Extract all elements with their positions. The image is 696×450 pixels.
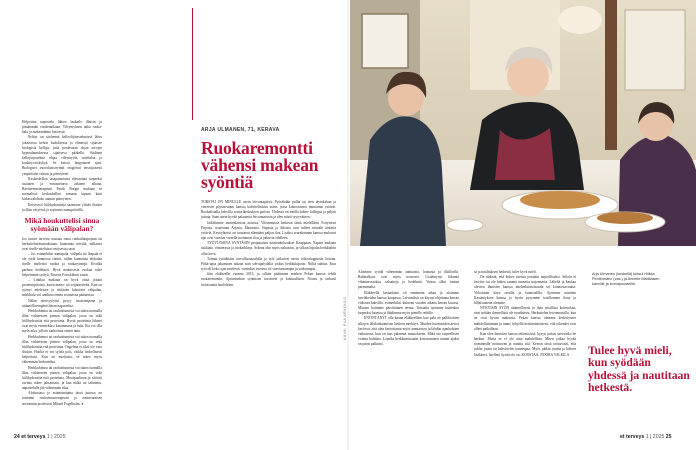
article-paragraph: Jatkelimme monenlaisista aiosista. Vileimmissä hetkissä tämä mielellään. Erityisesti Pirjosta, sisaristani Arjasta, Maaarista, Sirpasta ja Juhasta ovat tulleet minulle tärkeitä ystäviä. Keyoyhteisö on tuottanut elämääni paljon iloa. Lisäksi seurakunnan kanssa mukavat ajat ovat vuosien varrella tuottaneet iloa ja jatkuvat edelleen. xyxy=(201,220,336,241)
left-article-column xyxy=(201,200,336,288)
article-paragraph: sä ja naulituksen hetkestä, tulee hyvä mieli. xyxy=(474,270,537,274)
article-paragraph: Jäin eläkkeelle vuonna 2013, ja silloin päätimme miehen Pekan kanssa tehdä ruokaremontin. Ajoimmehan syömisen tavoitteet ja kohtuullisen. Nousu ja tarkasti tietoisuutta huolehtien. xyxy=(201,272,336,287)
body-paragraph: Herkkuhimoa tai rauhoittumista voi tukea tuomalla illan viihteeseen pienen välipalan, jossa on sekä hiilihydraattia että proteiinia. Ongelma ei siksi ole vain iltaisin. Huolta ei voi syödä pois, vaikka hetkellisesti helpottaisi. Kun on mieluista, se tekee myös vähemmän herkuttelua. xyxy=(22,334,102,365)
right-column-1 xyxy=(358,270,459,347)
right-column-2 xyxy=(474,270,576,358)
article-accent-line xyxy=(192,8,193,120)
intro-paragraph: Keskuskellon tasapainotusta edesauttaa tarpeeksi tasainen ja ennustettava arkinen aikana. Ravitsemusterapeutti Patrik Borgin mukaan se normalisoi keskuskellon samaan tapaan kuin kirkasvalohoito aamun pimeyteen. xyxy=(22,176,102,202)
article-photo xyxy=(350,0,696,246)
body-paragraph: Herkkuhimoa tai rauhoittumista voi tukea tuomalla illan viihteeseen pienen välipalan, jossa on sekä hiilihydraattia että proteiinia. Monipuolinen ja riittävä ravinto tukee jaksamista, ja kun nälkä on taltutettu, napostelulle jää vähemmän tilaa. xyxy=(22,365,102,391)
article-paragraph: ENTINTÄNYT olla kauan eläkkeelläni kun pala on palkkioitten siltojen lähikohtaamisen hetkien merkitys. Muiden huomioiden arviot kertovat, että olen kertoittanut myös aamiaisien ja lähdön ajankohtien vaihtuessa, kun on taas palannut muutokseen. Mikä tuo tarpeellisen voimia kohdata. Lopulta herkkuminuutin kotiutuminen tunnin ajaksi on paras palkinto. xyxy=(358,316,459,347)
article-paragraph: Kun olen ihmisten kanssa tekemisissä, kysyn joskus saisivatko he herkun. Mutta se ei ole aina mahdollista. Miten jatkaa hyvää toiminnalle maistuvan ja nauttia sitä. Kerron tässä toistuvasti, että juhlin jotain tai kahvittelen kauempaa. Myös juhlan juoma ja kahvin lisäkkeet. Itselleni hyvää olo on: KOOSTAA: NOORA VALKILA xyxy=(474,331,576,357)
body-paragraph: Herkkuhimoa tai rauhoittumista voi tukea tuomalla illan viihteeseen pienen välipalan, jossa on sekä hiilihydraattia että proteiinia. Hyvät proteiinia lähteet ovat myös esimerkiksi kananmuna ja kala. Ilta voi olla myös aika, jolloin rauhoittua ennen unta. xyxy=(22,308,102,334)
body-paragraph: – Linkkui makuun on hyvä ottaa joitain proteiinipitoista, kuten maito- tai soijatuotteita. Kun on syönyt mieleisen ja riittävän kokoisen välipalan, mielihalu voi unohtua ennen seuraavaa pääateriaa. xyxy=(22,277,102,298)
article-paragraph: Toimin työtähtäisi tarvallisuussalalla ja työt jatkuivat usein viikonloppuisin kotona. Piikä-upsa jakamisen aikaan sain sohvapöydältä joskus herkkukipoon. Niiltä säästin. Kun työt oli koko ajan mielessä, varsinkin vuosina oli stressaavampia ja vaikeampia. xyxy=(201,256,336,272)
left-folio xyxy=(14,434,66,440)
body-paragraph: Aloitustaso ja asiantuntijana tässä jutussa on toiminut ravitsemusterapeutti ja aistinvaraisen arvioinnin professori Mikael Fogelholm. ● xyxy=(22,391,102,406)
article-paragraph: TYÖVUOSINA SYNTÄSIN perjantaisin naistenkokoukset Kauppaan. Napsin mukaan suklaata, viinaerasta ja irtokarkkeja. Arkena olin myös naltaisiin, ja vilkun lopulta herkkuihin ollut kova. xyxy=(201,241,336,256)
issue-label: 1 | 2025 xyxy=(645,434,665,440)
article-headline: Ruokaremontti vähensi makean syöntiä xyxy=(201,138,319,192)
body-paragraph: Nälän aterisyytymi pysyy tasaisempana ja säännöllisempänä ilman napostelua. xyxy=(22,298,102,308)
article-paragraph: NYKYISIN SYÖN säännöllisesti ja ihan tavallista kotiruokaa, ettei mitään ihmeellistä ole noudatettu. Herkuttelen leivonnaisilla, kun ne ovat hyvän makuisia. Pekan kanssa olemme keskittyneet mahdollisimman ja tunne lyhyellä keskimääräisesti, että oikeudet ovat olleet paikallaan. xyxy=(474,306,576,331)
article-kicker: ARJA ULMANEN, 71, KERAVA xyxy=(201,127,280,133)
subheading: Mikä houkuttelisi sinua syömään välipalan? xyxy=(24,215,100,234)
issue-label: 1 | 2025 xyxy=(46,434,66,440)
magazine-name: et terveys xyxy=(21,434,46,440)
article-paragraph: Eläkkeellä kesäaikana oli enemmän aikaa ja aloimme tarvikkeiden kanssa kaupassa. Leivinalisti on käynyt ohjattuna kerran viikossa kahvilla, esimerkiksi kuluvan vuoden aikana kerran kuussa. Muuten kotimme päivittäinen teema. Toisaalta ajoimme kuitenkin tarpeeksi luontoa ja lähdimme myös pienille retkille. xyxy=(358,290,459,316)
page-number: 24 xyxy=(14,434,20,440)
pull-quote: Tulee hyvä mieli, kun syödään yhdessä ja nautitaan hetkestä. xyxy=(588,344,690,394)
intro-paragraph: Selityr on siishennä kelloolijärestelmässä lähes jokaisessa kehon kudoksessa ja elimessä sijaitsee biologisia kelloja, jotta puolestaan ohjaa aivojen hypotalamuksessa sijaitseva pääkello. Siidinen kellojärjestelmä ohjaa vileymyyiä, mielialaa ja kookityvsiskykyä. Se kertoo langonneet ajatt. Biologiset vuorokausirytmit reagoivat ensisijaisesti ympäristön valoon ja pimeyteen. xyxy=(22,135,102,176)
page-number: 25 xyxy=(665,434,672,440)
intro-paragraph: Helpotton napostelu lähtee laukaile illaisin ja pimämmän vuodenaikaan. Vileymykaen taika ruoka-halu ja makeanhimo kasvavat. xyxy=(22,120,102,135)
article-paragraph: TORSTAI ON MINULLE usein leivontapäivä. Pyörähdän pullia tai teen täytekakun ja viereisen pöytäseurani kanssa kahviteltaisiin usein, jossa kokoontuvat muutamat ystävät. Ruokalistalla kahvilla seniorikeskuksen parissa. Yhdessä on meillä kolme kollegaa ja paljon juttuja. Saan usein hyvää palautetta leivonnaisista ja olen niistä tyytyväinen. xyxy=(201,200,336,220)
article-paragraph: On tärkeää, että kokee itsensä jossakin tarpeelliseksi. Silloin ei tarvitse tai ole hakea sanana tunnetta tarjonnasta. Läheltä ja kaukaa olevien ihmisten kanssa mielenkiintoisuutta tai kiinnostavuutta. Viikoittain käyn rastilla ja kuntosalilla. Ajoimme nauttien Kastaniyksen kanssa ja hyvin pysymme toisillemme ilona ja hiljaisuutena olemme. xyxy=(474,275,576,305)
page-gutter xyxy=(347,0,349,450)
photo-credit: KUVA: PIIA ARNOULD xyxy=(343,296,347,340)
right-folio xyxy=(620,434,672,440)
photo-caption: Arja Ulmanen (keskellä) kutsui Hilkka Pentinmäen (vas.) ja Annelle Mattilaisen kahville ja korvapuusteille. xyxy=(592,272,660,286)
article-paragraph: Aloimme syödä vähemmän aamiaista, lounasta ja illallisella. Rahatalkoot ovat myös nousseet. Lisääntynyt liikunta vihannesruokaa, salaatteja ja hedelmiä. Vatsaa alkoi tuntua paremmalta. xyxy=(358,270,459,290)
left-column-1 xyxy=(22,120,102,407)
body-paragraph: Jos tuntee tarvetta naustaa omia ruokailutapojaan tai herkuttelutottumuksiaan, kannattaa miettiä, millaista ovat itselle mieluisat ravitsevat ruoat. xyxy=(22,236,102,251)
intro-paragraph: Erityisesti hiilihydraatteja saatetaan ylittää iltaisin ja illan väsyessä ja sopivasti aamupäivällä. xyxy=(22,202,102,212)
body-paragraph: – Jos esimerkiksi aamupala, välipala tai iltapala ei ole vielä kunnossa rutiini, niihin kannattaa ehdottaa itselle mieleisiä ruokia ja ruokarytmejä. Eivätkä parhaat hedelmät. Hyvä makuisesta ruokaa tulee helpommin syötyä, Rosetta Forsskähmi sanoo. xyxy=(22,252,102,277)
magazine-name: et terveys xyxy=(620,434,645,440)
